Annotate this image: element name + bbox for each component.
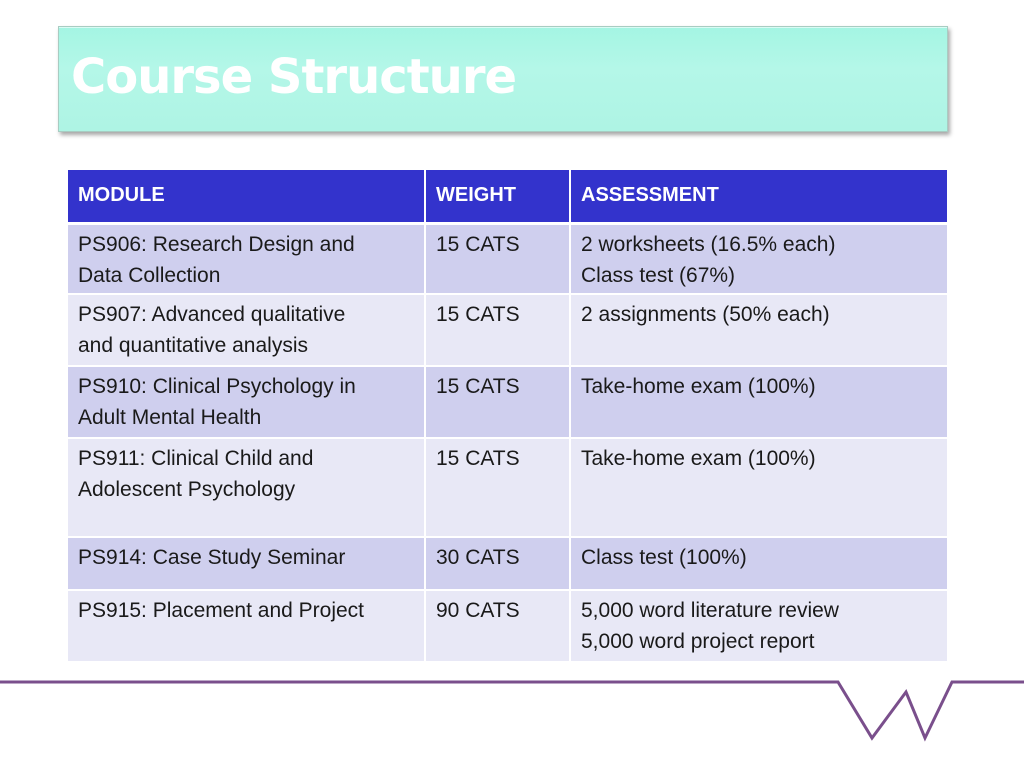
assessment-line: Take-home exam (100%) <box>581 375 816 398</box>
module-line: Adult Mental Health <box>78 406 262 429</box>
module-line: Data Collection <box>78 263 221 287</box>
module-cell <box>68 223 425 294</box>
module-line: PS906: Research Design and <box>78 232 355 256</box>
column-header-assessment: ASSESSMENT <box>570 170 947 223</box>
assessment-line: 5,000 word project report <box>581 630 815 653</box>
module-line: PS914: Case Study Seminar <box>78 546 346 569</box>
weight-cell: 15 CATS <box>425 294 570 366</box>
column-header-weight: WEIGHT <box>425 170 570 223</box>
assessment-line: Take-home exam (100%) <box>581 447 816 470</box>
module-cell <box>68 438 425 537</box>
module-line: Adolescent Psychology <box>78 478 296 501</box>
weight-cell: 30 CATS <box>425 537 570 590</box>
assessment-line: 5,000 word literature review <box>581 599 839 622</box>
title-banner <box>58 26 948 132</box>
table-header-row <box>68 170 947 223</box>
weight-cell: 90 CATS <box>425 590 570 662</box>
table-row <box>68 537 947 590</box>
module-line: PS915: Placement and Project <box>78 599 365 622</box>
assessment-cell <box>570 223 947 294</box>
module-line: PS907: Advanced qualitative <box>78 303 346 326</box>
weight-cell: 15 CATS <box>425 366 570 438</box>
module-line: PS910: Clinical Psychology in <box>78 375 356 398</box>
assessment-line: Class test (100%) <box>581 546 747 569</box>
table-row <box>68 223 947 294</box>
assessment-cell <box>570 537 947 590</box>
module-cell <box>68 366 425 438</box>
assessment-cell <box>570 294 947 366</box>
assessment-line: 2 worksheets (16.5% each) <box>581 232 836 256</box>
column-header-module: MODULE <box>68 170 425 223</box>
slide-title: Course Structure <box>71 49 517 105</box>
assessment-line: 2 assignments (50% each) <box>581 303 830 326</box>
table-row <box>68 294 947 366</box>
w-logo-line-icon <box>0 670 1024 750</box>
weight-cell: 15 CATS <box>425 438 570 537</box>
module-line: PS911: Clinical Child and <box>78 447 314 470</box>
assessment-cell <box>570 590 947 662</box>
module-cell <box>68 537 425 590</box>
module-line: and quantitative analysis <box>78 334 308 357</box>
assessment-cell <box>570 438 947 537</box>
assessment-cell <box>570 366 947 438</box>
module-cell <box>68 294 425 366</box>
assessment-line: Class test (67%) <box>581 263 736 287</box>
table-row <box>68 366 947 438</box>
course-structure-table <box>68 170 947 663</box>
weight-cell: 15 CATS <box>425 223 570 294</box>
module-cell <box>68 590 425 662</box>
table-row <box>68 438 947 537</box>
table-row <box>68 590 947 662</box>
